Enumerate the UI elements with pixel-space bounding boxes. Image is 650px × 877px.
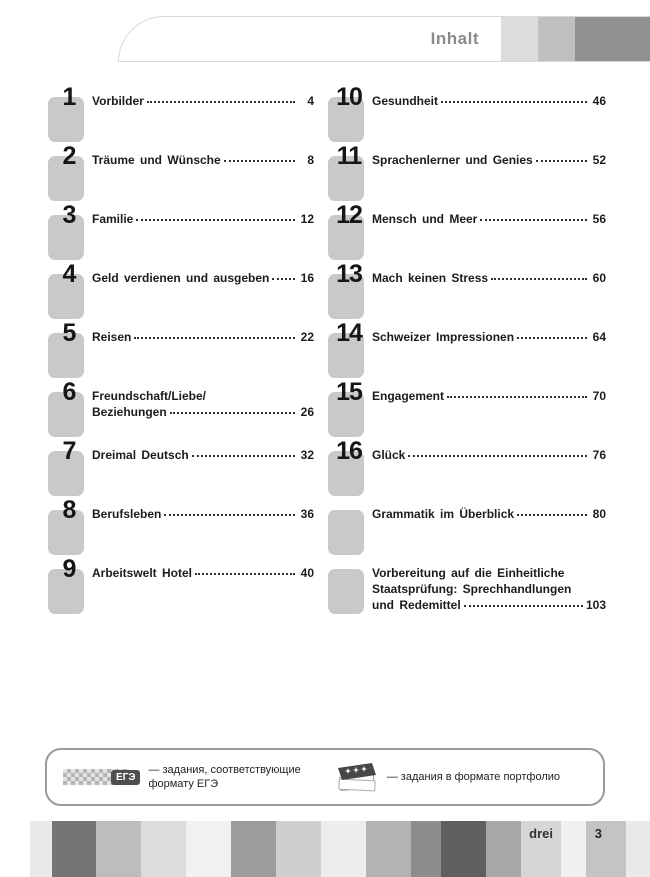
footer-color-strip xyxy=(30,821,650,877)
page-title: Inhalt xyxy=(430,29,479,48)
chapter-title xyxy=(92,501,314,522)
chapter-title xyxy=(92,88,314,109)
chapter-title xyxy=(372,383,606,404)
title-line xyxy=(372,152,606,168)
toc-column-right xyxy=(328,83,606,619)
title-text: Berufsleben xyxy=(92,507,162,521)
title-text: Mach keinen Stress xyxy=(372,271,489,285)
page-number: 40 xyxy=(300,566,314,580)
page-number: 4 xyxy=(307,94,314,108)
toc-entry xyxy=(48,437,314,501)
legend-ege-line-1: — задания, соответствующие xyxy=(148,764,301,776)
chapter-title xyxy=(92,383,314,420)
title-text: Grammatik im Überblick xyxy=(372,507,515,521)
chapter-number: 1 xyxy=(62,83,76,111)
dot-leader xyxy=(491,278,587,280)
chapter-number: 13 xyxy=(336,260,362,288)
chapter-title xyxy=(372,147,606,168)
chapter-number: 2 xyxy=(62,142,76,170)
title-text: Dreimal Deutsch xyxy=(92,448,189,462)
chapter-title xyxy=(372,206,606,227)
title-text: Geld verdienen und ausgeben xyxy=(92,271,270,285)
chapter-number: 16 xyxy=(336,437,362,465)
title-line xyxy=(372,447,606,463)
chapter-number: 7 xyxy=(62,437,76,465)
toc-entry xyxy=(328,260,606,324)
title-text: Schweizer Impressionen xyxy=(372,330,515,344)
title-text: und Redemittel xyxy=(372,598,461,612)
toc-entry xyxy=(48,201,314,265)
chapter-title xyxy=(372,442,606,463)
title-text: Reisen xyxy=(92,330,132,344)
title-line xyxy=(92,388,314,404)
header-block-light xyxy=(501,17,538,61)
dot-leader xyxy=(447,396,587,398)
page-number: 26 xyxy=(300,405,314,419)
page-number: 76 xyxy=(592,448,606,462)
title-line xyxy=(372,329,606,345)
toc-entry xyxy=(48,142,314,206)
ege-badge: ЕГЭ xyxy=(111,770,140,785)
toc-entry xyxy=(48,555,314,619)
chapter-title xyxy=(372,265,606,286)
chapter-number: 5 xyxy=(62,319,76,347)
page-number: 64 xyxy=(592,330,606,344)
dot-leader xyxy=(192,455,295,457)
dot-leader xyxy=(480,219,587,221)
dot-leader xyxy=(408,455,587,457)
title-line xyxy=(372,388,606,404)
title-line xyxy=(92,565,314,581)
dot-leader xyxy=(517,514,587,516)
legend-portfolio-text: — задания в формате портфолио xyxy=(386,771,561,783)
header-band xyxy=(118,16,650,62)
header-color-blocks xyxy=(501,17,650,61)
toc-entry xyxy=(328,201,606,265)
title-line xyxy=(372,565,606,581)
chapter-title xyxy=(372,560,606,613)
dot-leader xyxy=(170,412,295,414)
chapter-title xyxy=(372,324,606,345)
chapter-number: 4 xyxy=(62,260,76,288)
chapter-number: 10 xyxy=(336,83,362,111)
footer-page-number: 3 xyxy=(594,826,602,841)
page-number: 22 xyxy=(300,330,314,344)
title-line xyxy=(372,506,606,522)
chapter-title xyxy=(92,265,314,286)
toc-entry xyxy=(328,378,606,442)
dot-leader xyxy=(134,337,295,339)
title-line xyxy=(92,447,314,463)
toc-entry xyxy=(48,378,314,442)
portfolio-icon xyxy=(335,760,379,794)
dot-leader xyxy=(224,160,295,162)
title-text: Arbeitswelt Hotel xyxy=(92,566,193,580)
title-text: Familie xyxy=(92,212,134,226)
chapter-number-box xyxy=(328,569,364,614)
page-number: 52 xyxy=(592,153,606,167)
toc-entry xyxy=(328,560,606,619)
title-text: Beziehungen xyxy=(92,405,167,419)
chapter-number: 15 xyxy=(336,378,362,406)
page-number: 70 xyxy=(592,389,606,403)
title-line xyxy=(92,329,314,345)
chapter-title xyxy=(92,560,314,581)
chapter-number-box xyxy=(328,510,364,555)
toc-entry xyxy=(48,319,314,383)
title-line xyxy=(92,404,314,420)
header-block-dark xyxy=(575,17,650,61)
title-line xyxy=(372,597,606,613)
legend-ege-line-2: формату ЕГЭ xyxy=(148,778,219,790)
page-number: 16 xyxy=(300,271,314,285)
title-text: Engagement xyxy=(372,389,445,403)
toc-column-left xyxy=(48,83,314,619)
title-text: Freundschaft/Liebe/ xyxy=(92,389,207,403)
toc-entry xyxy=(48,260,314,324)
title-text: Träume und Wünsche xyxy=(92,153,221,167)
ege-mosaic-icon xyxy=(63,769,140,785)
chapter-title xyxy=(92,442,314,463)
dot-leader xyxy=(517,337,587,339)
title-line xyxy=(372,581,606,597)
legend-box xyxy=(45,748,605,806)
title-line xyxy=(92,152,314,168)
title-line xyxy=(92,211,314,227)
toc-entry xyxy=(48,83,314,147)
toc-entry xyxy=(328,83,606,147)
dot-leader xyxy=(464,605,583,607)
page-number: 8 xyxy=(307,153,314,167)
chapter-title xyxy=(372,88,606,109)
title-text: Vorbereitung auf die Einheitliche xyxy=(372,566,565,580)
page-number: 46 xyxy=(592,94,606,108)
chapter-number: 8 xyxy=(62,496,76,524)
title-line xyxy=(92,93,314,109)
legend-item-portfolio xyxy=(335,760,560,794)
title-text: Glück xyxy=(372,448,406,462)
footer-page-word: drei xyxy=(529,826,553,841)
title-text: Vorbilder xyxy=(92,94,144,108)
toc-entry xyxy=(328,319,606,383)
chapter-number: 11 xyxy=(336,142,362,170)
dot-leader xyxy=(147,101,295,103)
dot-leader xyxy=(195,573,295,575)
title-line xyxy=(92,270,314,286)
legend-item-ege xyxy=(63,763,301,791)
title-line xyxy=(372,93,606,109)
chapter-number: 9 xyxy=(62,555,76,583)
toc-entry xyxy=(328,501,606,560)
page-number: 80 xyxy=(592,507,606,521)
chapter-title xyxy=(372,501,606,522)
title-line xyxy=(372,211,606,227)
chapter-number: 12 xyxy=(336,201,362,229)
chapter-title xyxy=(92,147,314,168)
chapter-title xyxy=(92,324,314,345)
header-block-medium xyxy=(538,17,575,61)
title-text: Gesundheit xyxy=(372,94,439,108)
page-number: 36 xyxy=(300,507,314,521)
dot-leader xyxy=(536,160,587,162)
page-number: 32 xyxy=(300,448,314,462)
title-line xyxy=(372,270,606,286)
chapter-number: 14 xyxy=(336,319,362,347)
dot-leader xyxy=(136,219,295,221)
chapter-title xyxy=(92,206,314,227)
title-line xyxy=(92,506,314,522)
dot-leader xyxy=(272,278,295,280)
page-number: 103 xyxy=(585,598,606,612)
title-text: Staatsprüfung: Sprechhandlungen xyxy=(372,582,572,596)
dot-leader xyxy=(441,101,587,103)
title-text: Mensch und Meer xyxy=(372,212,478,226)
toc-entry xyxy=(48,496,314,560)
dot-leader xyxy=(164,514,295,516)
page-number: 12 xyxy=(300,212,314,226)
title-text: Sprachenlerner und Genies xyxy=(372,153,533,167)
page-number: 56 xyxy=(592,212,606,226)
chapter-number: 3 xyxy=(62,201,76,229)
toc-entry xyxy=(328,437,606,501)
legend-ege-text xyxy=(148,763,300,791)
toc-entry xyxy=(328,142,606,206)
page-number: 60 xyxy=(592,271,606,285)
chapter-number: 6 xyxy=(62,378,76,406)
